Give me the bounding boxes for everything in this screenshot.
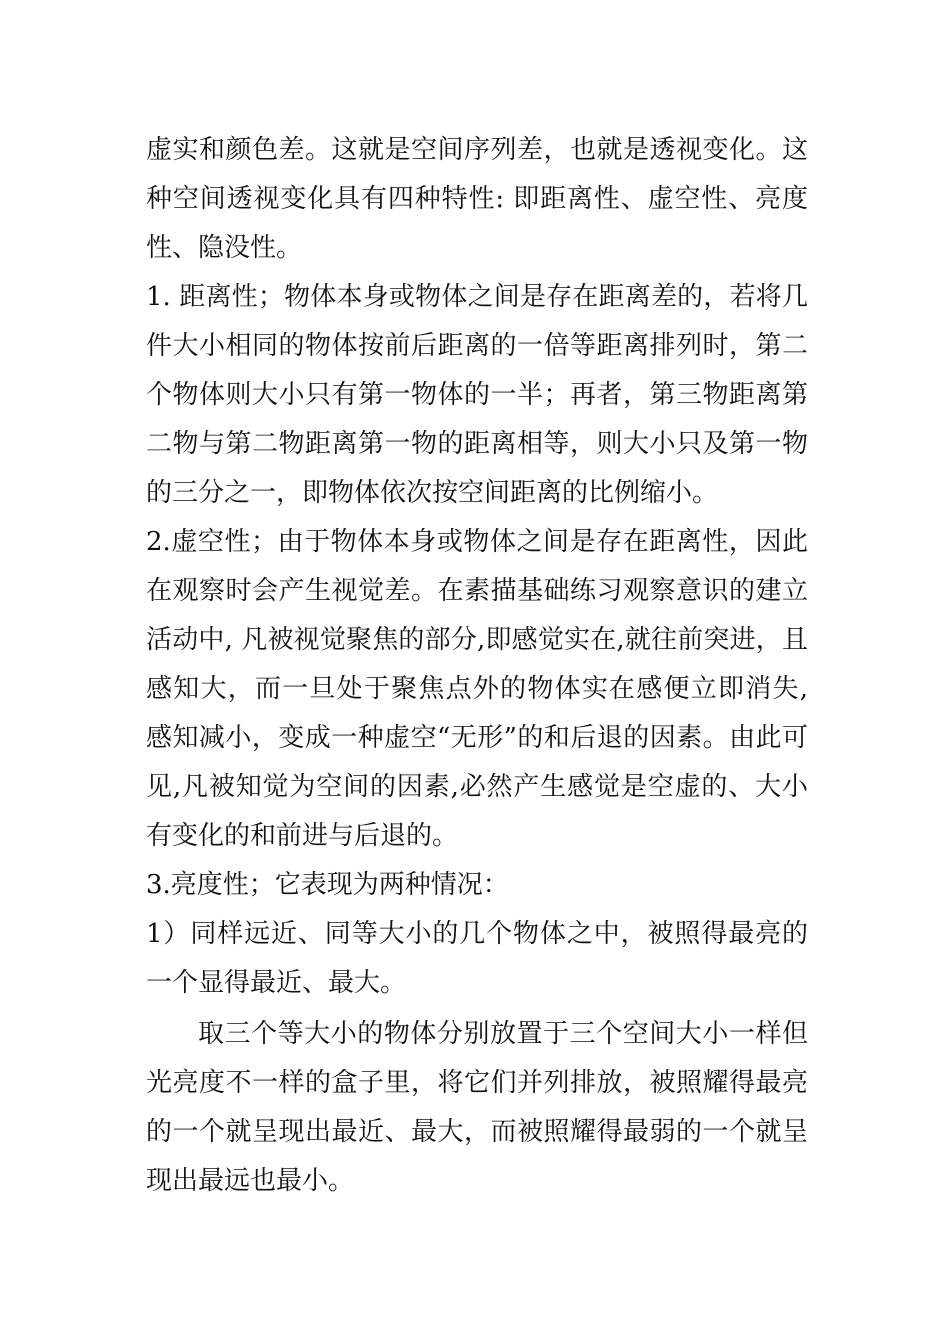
paragraph-void: 2.虚空性；由于物体本身或物体之间是存在距离性，因此在观察时会产生视觉差。在素描基础练习观察意识的建立活动中, 凡被视觉聚焦的部分,即感觉实在,就往前突进，且感知大，而一旦处于聚焦点外的物体实在感便立即消失, 感知减小，变成一种虚空“无形”的和后退的因素。由此可见,凡被知觉为空间的因素,必然产生感觉是空虚的、大小有变化的和前进与后退的。: [146, 527, 808, 851]
paragraph-experiment: 取三个等大小的物体分别放置于三个空间大小一样但光亮度不一样的盒子里，将它们并列排放，被照耀得最亮的一个就呈现出最近、最大，而被照耀得最弱的一个就呈现出最远也最小。: [146, 1019, 808, 1196]
paragraph-intro: 虚实和颜色差。这就是空间序列差，也就是透视变化。这种空间透视变化具有四种特性: 即距离性、虚空性、亮度性、隐没性。: [146, 135, 808, 263]
paragraph-brightness-heading: 3.亮度性；它表现为两种情况：: [146, 870, 509, 900]
paragraph-brightness-case-1: 1）同样远近、同等大小的几个物体之中，被照得最亮的一个显得最近、最大。: [146, 919, 808, 998]
paragraph-distance: 1. 距离性；物体本身或物体之间是存在距离差的，若将几件大小相同的物体按前后距离的一倍等距离排列时，第二个物体则大小只有第一物体的一半；再者，第三物距离第二物与第二物距离第一物的距离相等，则大小只及第一物的三分之一，即物体依次按空间距离的比例缩小。: [146, 282, 808, 508]
body-text: [146, 126, 808, 1206]
